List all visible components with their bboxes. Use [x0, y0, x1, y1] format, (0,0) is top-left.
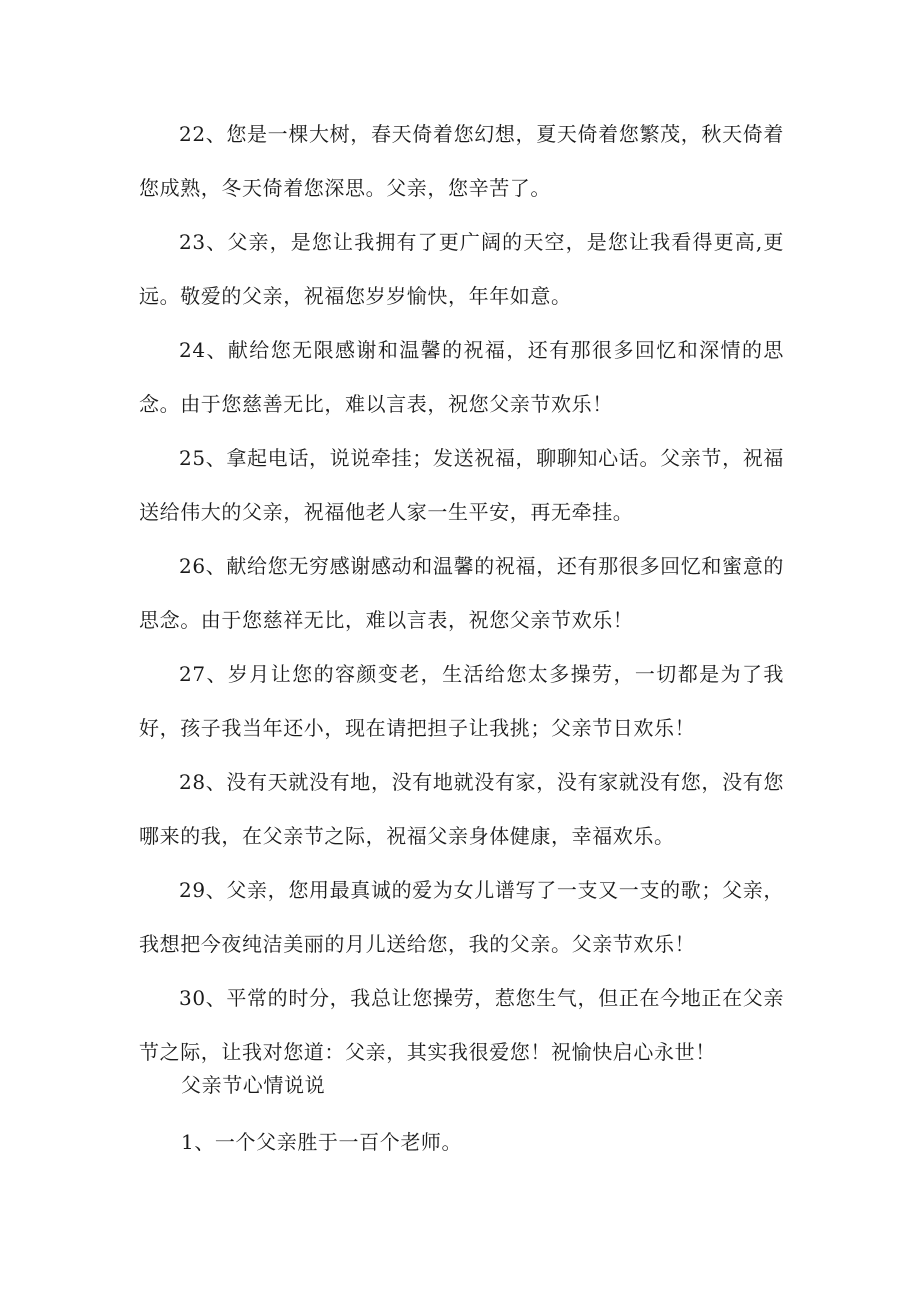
- paragraph-23: 23、父亲，是您让我拥有了更广阔的天空，是您让我看得更高,更远。敬爱的父亲，祝福您岁岁愉快，年年如意。: [139, 230, 784, 308]
- paragraph-24: 24、献给您无限感谢和温馨的祝福，还有那很多回忆和深情的思念。由于您慈善无比，难以言表，祝您父亲节欢乐！: [139, 338, 784, 416]
- paragraph-25: 25、拿起电话，说说牵挂；发送祝福，聊聊知心话。父亲节，祝福送给伟大的父亲，祝福他老人家一生平安，再无牵挂。: [139, 446, 784, 524]
- paragraph-27: 27、岁月让您的容颜变老，生活给您太多操劳，一切都是为了我好，孩子我当年还小，现在请把担子让我挑；父亲节日欢乐！: [139, 662, 784, 740]
- paragraph-30: 30、平常的时分，我总让您操劳，惹您生气，但正在今地正在父亲节之际，让我对您道：父亲，其实我很爱您！祝愉快启心永世！: [139, 986, 784, 1064]
- paragraph-26: 26、献给您无穷感谢感动和温馨的祝福，还有那很多回忆和蜜意的思念。由于您慈祥无比，难以言表，祝您父亲节欢乐！: [139, 554, 784, 632]
- section-heading: 父亲节心情说说: [181, 1073, 326, 1097]
- paragraph-28: 28、没有天就没有地，没有地就没有家，没有家就没有您，没有您哪来的我，在父亲节之际，祝福父亲身体健康，幸福欢乐。: [139, 770, 784, 848]
- paragraph-22: 22、您是一棵大树，春天倚着您幻想，夏天倚着您繁茂，秋天倚着您成熟，冬天倚着您深思。父亲，您辛苦了。: [139, 122, 784, 200]
- paragraph-29: 29、父亲，您用最真诚的爱为女儿谱写了一支又一支的歌；父亲，我想把今夜纯洁美丽的月儿送给您，我的父亲。父亲节欢乐！: [139, 878, 784, 956]
- list-item-1: 1、一个父亲胜于一百个老师。: [181, 1130, 463, 1154]
